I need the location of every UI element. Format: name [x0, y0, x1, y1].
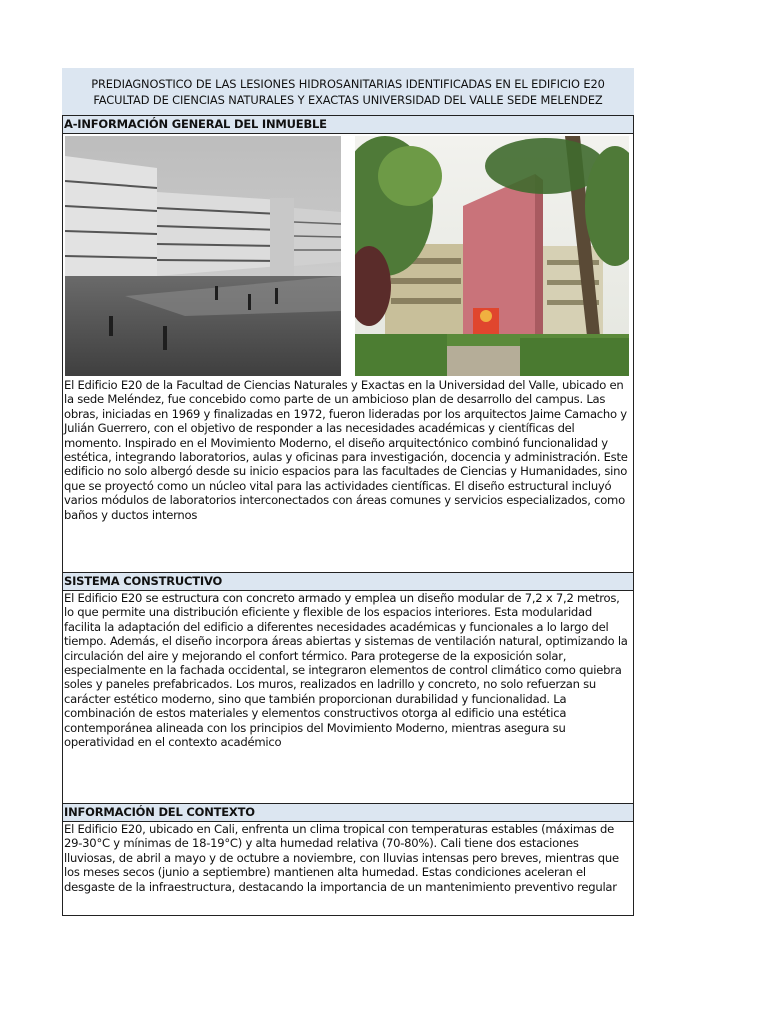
general-info-header: A-INFORMACIÓN GENERAL DEL INMUEBLE — [63, 116, 633, 134]
constructive-system-header: SISTEMA CONSTRUCTIVO — [63, 573, 633, 591]
constructive-system-text: El Edificio E20 se estructura con concreto armado y emplea un diseño modular de 7,2 x 7,2 metros, lo que permite una distribución eficiente y flexible de los espacios interiores. Esta modularidad facilita la adaptación del edificio a diferentes necesidades académicas y funcionales a lo largo del tiempo. Además, el diseño incorpora áreas abiertas y sistemas de ventilación natural, optimizando la circulación del aire y mejorando el confort térmico. Para protegerse de la exposición solar, especialmente en la fachada occidental, se integraron elementos de control climático como quiebra soles y paneles prefabricados. Los muros, realizados en ladrillo y concreto, no solo refuerzan su carácter estético moderno, sino que también proporcionan durabilidad y funcionalidad. La combinación de estos materiales y elementos constructivos otorga al edificio una estética contemporánea alineada con los principios del Movimiento Moderno, mientras asegura su operatividad en el contexto académico — [64, 591, 628, 750]
context-header: INFORMACIÓN DEL CONTEXTO — [63, 804, 633, 822]
report-sheet — [62, 68, 634, 916]
context-text: El Edificio E20, ubicado en Cali, enfrenta un clima tropical con temperaturas estables (máximas de 29-30°C y mínimas de 18-19°C) y alta humedad relativa (70-80%). Cali tiene dos estaciones lluviosas, de abril a mayo y de octubre a noviembre, con lluvias intensas pero breves, mientras que los meses secos (junio a septiembre) mantienen alta humedad. Estas condiciones aceleran el desgaste de la infraestructura, destacando la importancia de un mantenimiento preventivo regular — [64, 822, 619, 894]
general-info-text: El Edificio E20 de la Facultad de Ciencias Naturales y Exactas en la Universidad del Valle, ubicado en la sede Meléndez, fue concebido como parte de un ambicioso plan de desarrollo del campus. Las obras, iniciadas en 1969 y finalizadas en 1972, fueron lideradas por los arquitectos Jaime Camacho y Julián Guerrero, con el objetivo de responder a las necesidades académicas y científicas del momento. Inspirado en el Movimiento Moderno, el diseño arquitectónico combinó funcionalidad y estética, integrando laboratorios, aulas y oficinas para investigación, docencia y administración. Este edificio no solo albergó desde su inicio espacios para las facultades de Ciencias y Humanidades, sino que se proyectó como un núcleo vital para las actividades científicas. El diseño estructural incluyó varios módulos de laboratorios interconectados con áreas comunes y servicios especializados, como baños y ductos internos — [64, 378, 628, 522]
context-section — [62, 804, 634, 916]
historic-building-photo — [65, 136, 341, 376]
constructive-system-section — [62, 573, 634, 804]
report-title — [62, 68, 634, 115]
title-line-1: PREDIAGNOSTICO DE LAS LESIONES HIDROSANITARIAS IDENTIFICADAS EN EL EDIFICIO E20 — [91, 76, 605, 91]
current-building-photo — [355, 136, 629, 376]
general-info-section — [62, 115, 634, 573]
building-photos — [63, 134, 633, 378]
title-line-2: FACULTAD DE CIENCIAS NATURALES Y EXACTAS UNIVERSIDAD DEL VALLE SEDE MELENDEZ — [93, 92, 603, 107]
